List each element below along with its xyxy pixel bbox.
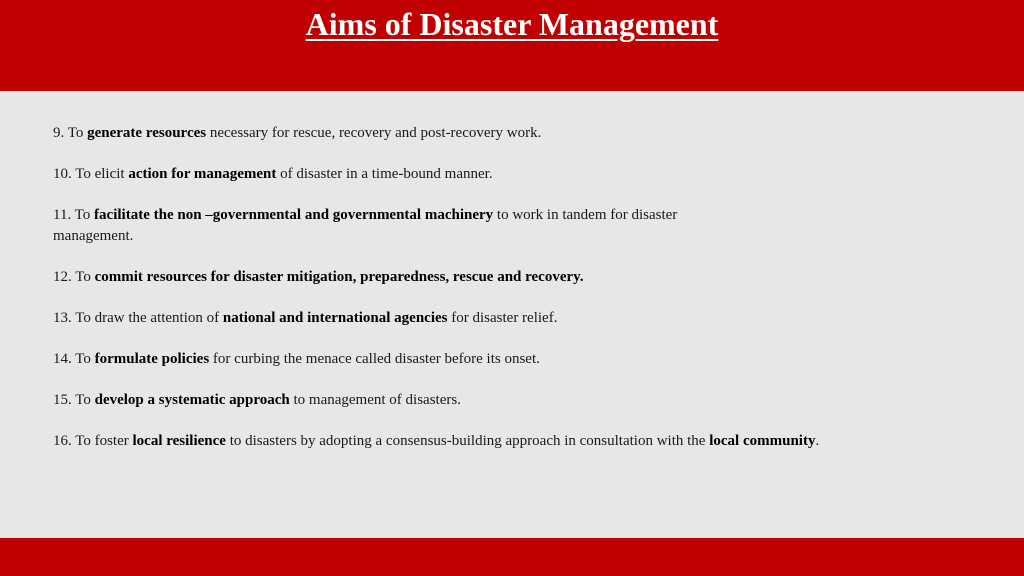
item-prefix: 12. To — [53, 269, 95, 285]
item-prefix: 11. To — [53, 207, 95, 223]
item-text: for disaster relief. — [447, 310, 558, 326]
item-bold: formulate policies — [94, 351, 210, 367]
item-bold: facilitate the non –governmental and governmental machinery — [94, 207, 494, 223]
item-prefix: 15. To — [53, 392, 95, 408]
item-text: to disasters by adopting a consensus-building approach in consultation with the — [225, 433, 710, 449]
list-item — [53, 308, 993, 329]
item-text: . — [815, 433, 820, 449]
title-bar — [0, 0, 1024, 91]
item-text: to work in tandem for disaster management. — [53, 207, 678, 244]
item-bold: develop a systematic approach — [94, 392, 290, 408]
list-item — [53, 164, 993, 185]
item-text: of disaster in a time-bound manner. — [276, 166, 493, 182]
slide-title: Aims of Disaster Management — [305, 6, 719, 42]
item-prefix: 16. To foster — [53, 433, 133, 449]
item-text: to management of disasters. — [289, 392, 461, 408]
item-bold: local community — [709, 433, 816, 449]
footer-bar — [0, 538, 1024, 576]
item-prefix: 13. To draw the attention of — [53, 310, 223, 326]
item-text: necessary for rescue, recovery and post-recovery work. — [206, 125, 542, 141]
list-item — [53, 431, 993, 452]
aims-list — [53, 123, 993, 472]
list-item — [53, 349, 993, 370]
list-item — [53, 123, 993, 144]
item-text: for curbing the menace called disaster before its onset. — [209, 351, 540, 367]
item-bold: local resilience — [132, 433, 226, 449]
item-bold: commit resources for disaster mitigation, preparedness, rescue and recovery. — [94, 269, 584, 285]
item-bold: action for management — [128, 166, 277, 182]
list-item — [53, 205, 733, 247]
item-bold: generate resources — [87, 125, 207, 141]
item-prefix: 14. To — [53, 351, 95, 367]
list-item — [53, 267, 993, 288]
list-item — [53, 390, 993, 411]
item-bold: national and international agencies — [222, 310, 448, 326]
item-prefix: 9. To — [53, 125, 88, 141]
item-prefix: 10. To elicit — [53, 166, 129, 182]
